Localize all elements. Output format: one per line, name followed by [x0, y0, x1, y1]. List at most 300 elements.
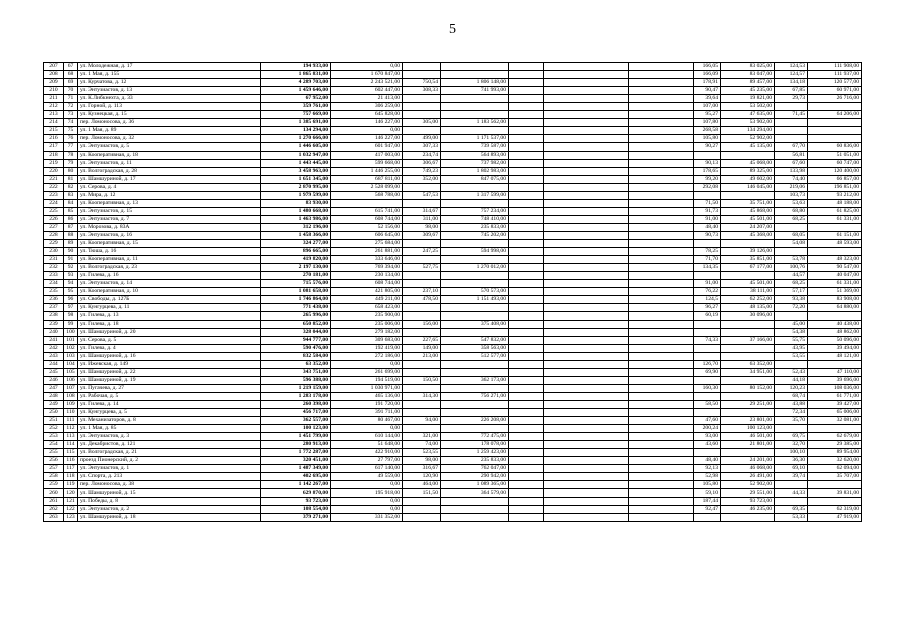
cell-amount-f: 89 954,00: [808, 449, 862, 457]
cell-row-number: 226: [44, 215, 64, 223]
cell-address: ул. К.Либкнехта, д. 33: [78, 95, 261, 103]
cell-area-e: 92,47: [694, 505, 721, 513]
cell-total-cost: 419 820,00: [261, 256, 331, 264]
cell-amount-e: 45 501,00: [721, 280, 775, 288]
cell-area-c: [509, 207, 544, 215]
cell-row-number: 232: [44, 264, 64, 272]
cell-item-number: 79: [64, 159, 78, 167]
cell-amount-c: [544, 248, 629, 256]
cell-amount-f: 62 679,00: [808, 433, 862, 441]
cell-row-number: 252: [44, 425, 64, 433]
cell-total-cost: 1 458 366,00: [261, 231, 331, 239]
cell-row-number: 234: [44, 280, 64, 288]
cell-amount-e: 89 325,00: [721, 167, 775, 175]
cell-area-b: 750,54: [403, 79, 441, 87]
table-row: [44, 175, 862, 183]
cell-amount-f: 64 880,00: [808, 304, 862, 312]
cell-amount-a: 306 259,00: [331, 103, 403, 111]
cell-area-f: 53,55: [775, 352, 808, 360]
cell-area-b: 307,33: [403, 143, 441, 151]
cell-amount-c: [544, 207, 629, 215]
cell-area-c: [509, 111, 544, 119]
cell-address: пер. Ломоносова, д. 38: [78, 481, 261, 489]
cell-area-e: 69,90: [694, 368, 721, 376]
cell-area-e: 90,47: [694, 87, 721, 95]
cell-area-b: [403, 384, 441, 392]
cell-area-e: 200,24: [694, 425, 721, 433]
cell-area-e: 95,27: [694, 111, 721, 119]
cell-amount-f: 48 323,00: [808, 256, 862, 264]
cell-amount-e: 46 068,00: [721, 465, 775, 473]
cell-item-number: 101: [64, 336, 78, 344]
cell-amount-c: [544, 63, 629, 71]
cell-total-cost: 379 271,00: [261, 513, 331, 521]
cell-amount-c: [544, 79, 629, 87]
cell-area-e: [694, 344, 721, 352]
cell-area-c: [509, 63, 544, 71]
cell-item-number: 91: [64, 256, 78, 264]
cell-amount-a: 333 646,00: [331, 256, 403, 264]
cell-address: ул. Механизаторов, д. 8: [78, 417, 261, 425]
cell-amount-e: 46 235,00: [721, 505, 775, 513]
cell-item-number: 71: [64, 95, 78, 103]
cell-area-f: 29,73: [775, 95, 808, 103]
cell-amount-f: [808, 223, 862, 231]
cell-area-d: [629, 95, 694, 103]
cell-total-cost: 1 219 159,00: [261, 384, 331, 392]
cell-area-b: [403, 312, 441, 320]
cell-area-b: 120,90: [403, 473, 441, 481]
cell-amount-b: [441, 425, 509, 433]
cell-area-b: 309,67: [403, 231, 441, 239]
cell-area-c: [509, 384, 544, 392]
cell-amount-a: 331 352,00: [331, 513, 403, 521]
cell-amount-b: 847 075,00: [441, 175, 509, 183]
cell-item-number: 99: [64, 320, 78, 328]
cell-area-f: 43,88: [775, 400, 808, 408]
cell-amount-f: 120 577,00: [808, 79, 862, 87]
cell-item-number: 74: [64, 119, 78, 127]
table-row: [44, 497, 862, 505]
cell-total-cost: 108 554,00: [261, 505, 331, 513]
cell-amount-e: 19 821,00: [721, 95, 775, 103]
cell-amount-b: [441, 368, 509, 376]
cell-area-d: [629, 127, 694, 135]
cell-address: ул. Волгоградская, д. 28: [78, 167, 261, 175]
cell-total-cost: 3 458 963,00: [261, 167, 331, 175]
cell-area-d: [629, 489, 694, 497]
cell-area-c: [509, 376, 544, 384]
cell-area-e: 126,70: [694, 360, 721, 368]
cell-amount-e: [721, 240, 775, 248]
cell-amount-e: 26 491,00: [721, 473, 775, 481]
cell-amount-f: 62 319,00: [808, 505, 862, 513]
cell-amount-c: [544, 384, 629, 392]
cell-amount-a: 601 947,00: [331, 143, 403, 151]
cell-amount-f: 90 547,00: [808, 264, 862, 272]
table-row: [44, 183, 862, 191]
cell-area-f: [775, 119, 808, 127]
cell-area-f: 44,18: [775, 376, 808, 384]
cell-row-number: 235: [44, 288, 64, 296]
cell-amount-f: [808, 135, 862, 143]
cell-amount-a: 80 467,00: [331, 417, 403, 425]
cell-area-f: 103,73: [775, 191, 808, 199]
cell-row-number: 209: [44, 79, 64, 87]
cell-area-c: [509, 191, 544, 199]
cell-amount-e: [721, 409, 775, 417]
cell-area-d: [629, 481, 694, 489]
cell-address: ул. Волгоградская, д. 21: [78, 449, 261, 457]
cell-amount-e: 35 851,00: [721, 256, 775, 264]
cell-amount-b: 1 171 537,00: [441, 135, 509, 143]
table-row: [44, 465, 862, 473]
cell-amount-b: 512 577,00: [441, 352, 509, 360]
cell-amount-b: 564 893,00: [441, 151, 509, 159]
cell-area-b: [403, 111, 441, 119]
cell-amount-f: 61 331,00: [808, 280, 862, 288]
cell-amount-f: 60 971,00: [808, 87, 862, 95]
cell-area-d: [629, 400, 694, 408]
cell-address: ул. Шамшуриной, д. 15: [78, 489, 261, 497]
cell-area-e: 93,00: [694, 433, 721, 441]
cell-address: ул. Кооперативная, д. 10: [78, 288, 261, 296]
cell-area-c: [509, 368, 544, 376]
cell-amount-a: 449 211,00: [331, 296, 403, 304]
cell-amount-e: 67 177,00: [721, 264, 775, 272]
cell-amount-a: 417 003,00: [331, 151, 403, 159]
cell-area-d: [629, 392, 694, 400]
cell-item-number: 68: [64, 71, 78, 79]
cell-area-e: 166,09: [694, 71, 721, 79]
cell-area-e: 91,00: [694, 215, 721, 223]
cell-area-b: 306,67: [403, 159, 441, 167]
cell-amount-f: [808, 127, 862, 135]
cell-amount-a: 0,00: [331, 481, 403, 489]
cell-area-f: [775, 103, 808, 111]
cell-item-number: 87: [64, 223, 78, 231]
cell-amount-a: 191 720,00: [331, 400, 403, 408]
cell-area-c: [509, 417, 544, 425]
cell-area-b: 316,67: [403, 465, 441, 473]
cell-amount-e: 83 025,00: [721, 63, 775, 71]
cell-amount-c: [544, 135, 629, 143]
cell-area-c: [509, 231, 544, 239]
cell-amount-c: [544, 392, 629, 400]
table-row: [44, 417, 862, 425]
cell-area-d: [629, 87, 694, 95]
cell-row-number: 239: [44, 320, 64, 328]
cell-area-c: [509, 288, 544, 296]
cell-item-number: 115: [64, 449, 78, 457]
cell-area-c: [509, 151, 544, 159]
cell-item-number: 116: [64, 457, 78, 465]
cell-item-number: 84: [64, 199, 78, 207]
cell-area-c: [509, 71, 544, 79]
cell-row-number: 240: [44, 328, 64, 336]
cell-amount-a: 610 144,00: [331, 433, 403, 441]
cell-amount-c: [544, 159, 629, 167]
cell-amount-b: 1 259 423,00: [441, 449, 509, 457]
cell-address: ул. Кооперативная, д. 15: [78, 240, 261, 248]
table-row: [44, 296, 862, 304]
cell-amount-b: [441, 199, 509, 207]
cell-amount-e: 46 501,00: [721, 433, 775, 441]
cell-address: ул. Горной, д. 113: [78, 103, 261, 111]
cell-area-f: 39,74: [775, 473, 808, 481]
cell-address: ул. 1 Мая, д. 85: [78, 425, 261, 433]
cell-amount-a: 422 910,00: [331, 449, 403, 457]
cell-area-f: 72,20: [775, 304, 808, 312]
cell-amount-b: 1 802 983,00: [441, 167, 509, 175]
cell-area-e: 78,25: [694, 248, 721, 256]
cell-amount-b: 1 806 148,00: [441, 79, 509, 87]
cell-amount-a: 0,00: [331, 63, 403, 71]
cell-amount-f: 32 081,00: [808, 417, 862, 425]
cell-amount-c: [544, 449, 629, 457]
cell-amount-f: 120 400,00: [808, 167, 862, 175]
cell-amount-f: [808, 481, 862, 489]
cell-area-d: [629, 71, 694, 79]
cell-row-number: 207: [44, 63, 64, 71]
cell-area-e: 107,00: [694, 103, 721, 111]
cell-area-c: [509, 167, 544, 175]
cell-item-number: 85: [64, 207, 78, 215]
cell-item-number: 72: [64, 103, 78, 111]
cell-row-number: 223: [44, 191, 64, 199]
cell-amount-b: 741 993,00: [441, 87, 509, 95]
cell-area-e: 124,5: [694, 296, 721, 304]
cell-amount-a: 687 811,00: [331, 175, 403, 183]
cell-area-e: 99,20: [694, 175, 721, 183]
cell-area-f: 124,57: [775, 71, 808, 79]
cell-area-d: [629, 505, 694, 513]
cell-area-b: 523,55: [403, 449, 441, 457]
cell-area-b: 352,00: [403, 175, 441, 183]
cell-area-f: [775, 127, 808, 135]
table-row: [44, 95, 862, 103]
cell-area-f: 134,18: [775, 79, 808, 87]
cell-area-f: 69,35: [775, 505, 808, 513]
cell-amount-b: [441, 71, 509, 79]
cell-total-cost: 1 081 658,00: [261, 288, 331, 296]
cell-total-cost: 629 870,00: [261, 489, 331, 497]
cell-area-f: 68,25: [775, 280, 808, 288]
cell-area-c: [509, 248, 544, 256]
cell-amount-a: 568 788,00: [331, 191, 403, 199]
cell-area-d: [629, 513, 694, 521]
cell-amount-c: [544, 417, 629, 425]
cell-total-cost: 715 576,00: [261, 280, 331, 288]
cell-amount-c: [544, 215, 629, 223]
cell-amount-c: [544, 489, 629, 497]
cell-area-b: 150,50: [403, 376, 441, 384]
cell-area-b: 311,00: [403, 215, 441, 223]
cell-amount-b: [441, 63, 509, 71]
cell-total-cost: 2 870 995,00: [261, 183, 331, 191]
cell-total-cost: 260 398,00: [261, 400, 331, 408]
cell-amount-e: 45 068,00: [721, 159, 775, 167]
cell-area-d: [629, 175, 694, 183]
cell-area-c: [509, 79, 544, 87]
cell-area-d: [629, 111, 694, 119]
cell-area-e: 91,00: [694, 280, 721, 288]
cell-amount-f: 108 036,00: [808, 384, 862, 392]
cell-address: ул. Энтузиастов, д. 2: [78, 505, 261, 513]
cell-item-number: 113: [64, 433, 78, 441]
cell-address: ул. Курчатова, д. 12: [78, 79, 261, 87]
cell-area-f: 120,23: [775, 384, 808, 392]
cell-area-c: [509, 240, 544, 248]
cell-area-b: [403, 240, 441, 248]
table-row: [44, 360, 862, 368]
cell-area-e: 43,60: [694, 441, 721, 449]
cell-amount-a: 309 683,00: [331, 336, 403, 344]
cell-total-cost: 265 996,00: [261, 312, 331, 320]
table-row: [44, 135, 862, 143]
cell-total-cost: 596 388,00: [261, 376, 331, 384]
cell-area-d: [629, 280, 694, 288]
cell-amount-c: [544, 191, 629, 199]
cell-amount-a: 275 684,00: [331, 240, 403, 248]
cell-amount-b: 1 089 365,00: [441, 481, 509, 489]
cell-amount-c: [544, 344, 629, 352]
table-row: [44, 264, 862, 272]
table-row: [44, 481, 862, 489]
cell-address: ул. Морозова, д. 83А: [78, 223, 261, 231]
cell-area-b: 499,00: [403, 135, 441, 143]
cell-area-b: [403, 304, 441, 312]
table-row: [44, 79, 862, 87]
cell-address: пер. Ломоносова, д. 36: [78, 119, 261, 127]
cell-area-b: [403, 497, 441, 505]
cell-row-number: 246: [44, 376, 64, 384]
cell-area-c: [509, 215, 544, 223]
cell-amount-e: [721, 320, 775, 328]
cell-area-b: [403, 513, 441, 521]
cell-amount-c: [544, 87, 629, 95]
cell-item-number: 111: [64, 417, 78, 425]
cell-amount-e: 35 751,00: [721, 199, 775, 207]
cell-amount-c: [544, 336, 629, 344]
cell-amount-a: 645 828,00: [331, 111, 403, 119]
cell-address: ул. Спорта, д. 213: [78, 473, 261, 481]
table-row: [44, 272, 862, 280]
cell-area-c: [509, 95, 544, 103]
cell-amount-a: 2 243 521,00: [331, 79, 403, 87]
table-row: [44, 167, 862, 175]
table-row: [44, 63, 862, 71]
cell-area-c: [509, 320, 544, 328]
cell-total-cost: 1 270 666,00: [261, 135, 331, 143]
cell-area-b: 98,00: [403, 457, 441, 465]
cell-area-f: 56,81: [775, 151, 808, 159]
cell-amount-c: [544, 465, 629, 473]
cell-area-e: [694, 320, 721, 328]
cell-amount-f: 40 047,00: [808, 272, 862, 280]
cell-area-b: [403, 409, 441, 417]
cell-amount-e: [721, 191, 775, 199]
cell-amount-b: [441, 400, 509, 408]
cell-area-e: 48,40: [694, 457, 721, 465]
cell-total-cost: 312 196,00: [261, 223, 331, 231]
cell-area-b: 314,67: [403, 207, 441, 215]
cell-address: ул. Энтузиастов, д. 15: [78, 207, 261, 215]
cell-address: ул. Гилева, д. 13: [78, 312, 261, 320]
cell-amount-f: 93 212,00: [808, 191, 862, 199]
cell-amount-f: 61 331,00: [808, 215, 862, 223]
table-row: [44, 344, 862, 352]
cell-item-number: 94: [64, 280, 78, 288]
cell-item-number: 119: [64, 481, 78, 489]
cell-area-f: 68,25: [775, 215, 808, 223]
cell-address: проезд Пионерский, д. 2: [78, 457, 261, 465]
cell-total-cost: 771 438,00: [261, 304, 331, 312]
cell-address: ул. Кузнецкая, д. 15: [78, 111, 261, 119]
cell-area-d: [629, 465, 694, 473]
cell-area-c: [509, 465, 544, 473]
cell-amount-b: [441, 497, 509, 505]
cell-area-b: 478,50: [403, 296, 441, 304]
cell-amount-f: 51 051,00: [808, 151, 862, 159]
cell-amount-a: 658 423,00: [331, 304, 403, 312]
cell-area-b: [403, 505, 441, 513]
cell-area-e: 60,19: [694, 312, 721, 320]
cell-address: ул. Шамшуриной, д. 18: [78, 513, 261, 521]
cell-amount-f: [808, 103, 862, 111]
cell-address: ул. Кунгурцева, д. 5: [78, 409, 261, 417]
cell-total-cost: 93 723,00: [261, 497, 331, 505]
cell-area-b: [403, 368, 441, 376]
cell-amount-b: [441, 360, 509, 368]
cell-total-cost: 1 651 345,00: [261, 175, 331, 183]
cell-row-number: 258: [44, 473, 64, 481]
cell-area-d: [629, 376, 694, 384]
cell-amount-f: 35 707,00: [808, 473, 862, 481]
cell-amount-e: 48 135,00: [721, 304, 775, 312]
table-row: [44, 312, 862, 320]
cell-amount-c: [544, 312, 629, 320]
cell-item-number: 108: [64, 392, 78, 400]
cell-item-number: 67: [64, 63, 78, 71]
cell-amount-e: 80 152,00: [721, 384, 775, 392]
cell-area-c: [509, 103, 544, 111]
cell-row-number: 224: [44, 199, 64, 207]
cell-amount-b: [441, 384, 509, 392]
cell-address: ул. Победы, д. 8: [78, 497, 261, 505]
cell-row-number: 229: [44, 240, 64, 248]
cell-amount-c: [544, 296, 629, 304]
cell-area-d: [629, 328, 694, 336]
cell-amount-e: 100 123,00: [721, 425, 775, 433]
cell-amount-a: 0,00: [331, 360, 403, 368]
cell-amount-c: [544, 111, 629, 119]
cell-amount-b: 1 151 493,00: [441, 296, 509, 304]
cell-amount-c: [544, 497, 629, 505]
cell-area-e: 107,80: [694, 119, 721, 127]
table-row: [44, 71, 862, 79]
cell-area-f: [775, 425, 808, 433]
cell-amount-a: 146 227,00: [331, 119, 403, 127]
cell-amount-b: [441, 95, 509, 103]
cell-area-f: 72,34: [775, 409, 808, 417]
cell-total-cost: 320 451,00: [261, 457, 331, 465]
cell-row-number: 243: [44, 352, 64, 360]
cell-amount-f: 66 857,00: [808, 175, 862, 183]
cell-total-cost: 1 463 986,00: [261, 215, 331, 223]
cell-item-number: 122: [64, 505, 78, 513]
cell-amount-e: 47 635,00: [721, 111, 775, 119]
